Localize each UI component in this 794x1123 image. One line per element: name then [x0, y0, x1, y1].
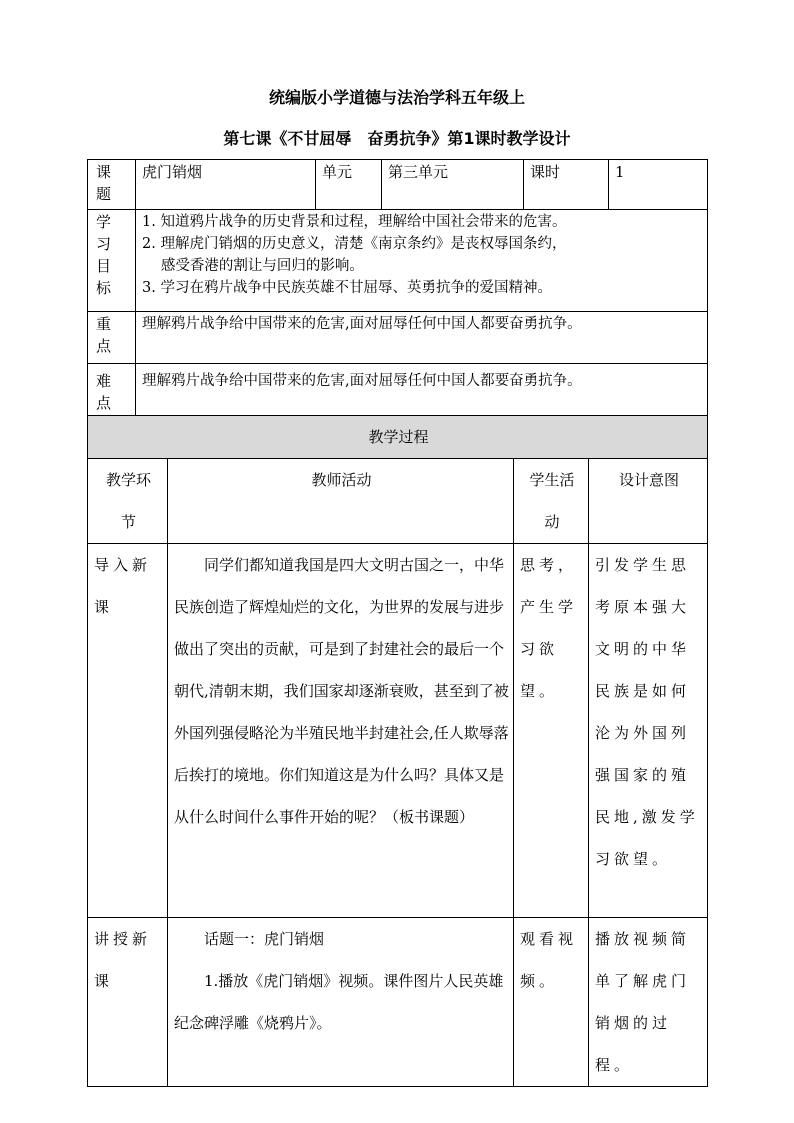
topic-heading: 话题一：虎门销烟 — [204, 930, 325, 948]
stage-cell: 导入新课 — [88, 544, 168, 918]
goal-item: 2. 理解虎门销烟的历史意义，清楚《南京条约》是丧权辱国条约， — [142, 236, 567, 252]
teacher-activity-cell: 同学们都知道我国是四大文明古国之一，中华民族创造了辉煌灿烂的文化，为世界的发展与进步做出了突出的贡献，可是到了封建社会的最后一个朝代,清朝末期，我们国家却逐渐衰败，甚至到了被外国列强侵略沦为半殖民地半封建社会,任人欺辱落后挨打的境地。你们知道这是为什么吗？具体又是从什么时间什么事件开始的呢？（板书课题） — [168, 544, 514, 918]
topic-value: 虎门销烟 — [136, 160, 316, 210]
key-point-value: 理解鸦片战争给中国带来的危害,面对屈辱任何中国人都要奋勇抗争。 — [136, 312, 708, 364]
difficulty-label: 难 点 — [88, 364, 136, 416]
teaching-process-table — [87, 415, 708, 1087]
design-intent-cell: 播放视频简单了解虎门销烟的过程。 — [589, 918, 708, 1087]
student-activity-cell: 观看视频。 — [514, 918, 589, 1087]
col-header-intent: 设计意图 — [589, 459, 708, 544]
period-label: 课时 — [524, 160, 609, 210]
design-intent-cell: 引发学生思考原本强大文明的中华民族是如何沦为外国列强国家的殖民地,激发学习欲望。 — [589, 544, 708, 918]
activity-item: 1.播放《虎门销烟》视频。课件图片人民英雄纪念碑浮雕《烧鸦片》。 — [174, 972, 504, 1032]
document-title: 统编版小学道德与法治学科五年级上 — [268, 88, 525, 107]
key-point-label: 重 点 — [88, 312, 136, 364]
teacher-activity-cell — [168, 918, 514, 1087]
document-subtitle: 第七课《不甘屈辱 奋勇抗争》第1课时教学设计 — [223, 129, 571, 148]
goal-item: 1. 知道鸦片战争的历史背景和过程，理解给中国社会带来的危害。 — [142, 214, 567, 230]
topic-label: 课 题 — [88, 160, 136, 210]
col-header-student: 学生活 动 — [514, 459, 589, 544]
lesson-info-table — [87, 159, 708, 416]
difficulty-value: 理解鸦片战争给中国带来的危害,面对屈辱任何中国人都要奋勇抗争。 — [136, 364, 708, 416]
goals-label: 学 习 目 标 — [88, 210, 136, 312]
stage-cell: 讲授新课 — [88, 918, 168, 1087]
period-value: 1 — [609, 160, 708, 210]
student-activity-cell: 思考，产生学习欲望。 — [514, 544, 589, 918]
unit-value: 第三单元 — [382, 160, 524, 210]
goals-list — [136, 210, 708, 312]
col-header-stage: 教学环 节 — [88, 459, 168, 544]
goal-item-continued: 感受香港的割让与回归的影响。 — [160, 258, 364, 274]
goal-item: 3. 学习在鸦片战争中民族英雄不甘屈辱、英勇抗争的爱国精神。 — [142, 280, 552, 296]
unit-label: 单元 — [316, 160, 382, 210]
col-header-teacher: 教师活动 — [168, 459, 514, 544]
teaching-process-heading: 教学过程 — [88, 416, 708, 459]
